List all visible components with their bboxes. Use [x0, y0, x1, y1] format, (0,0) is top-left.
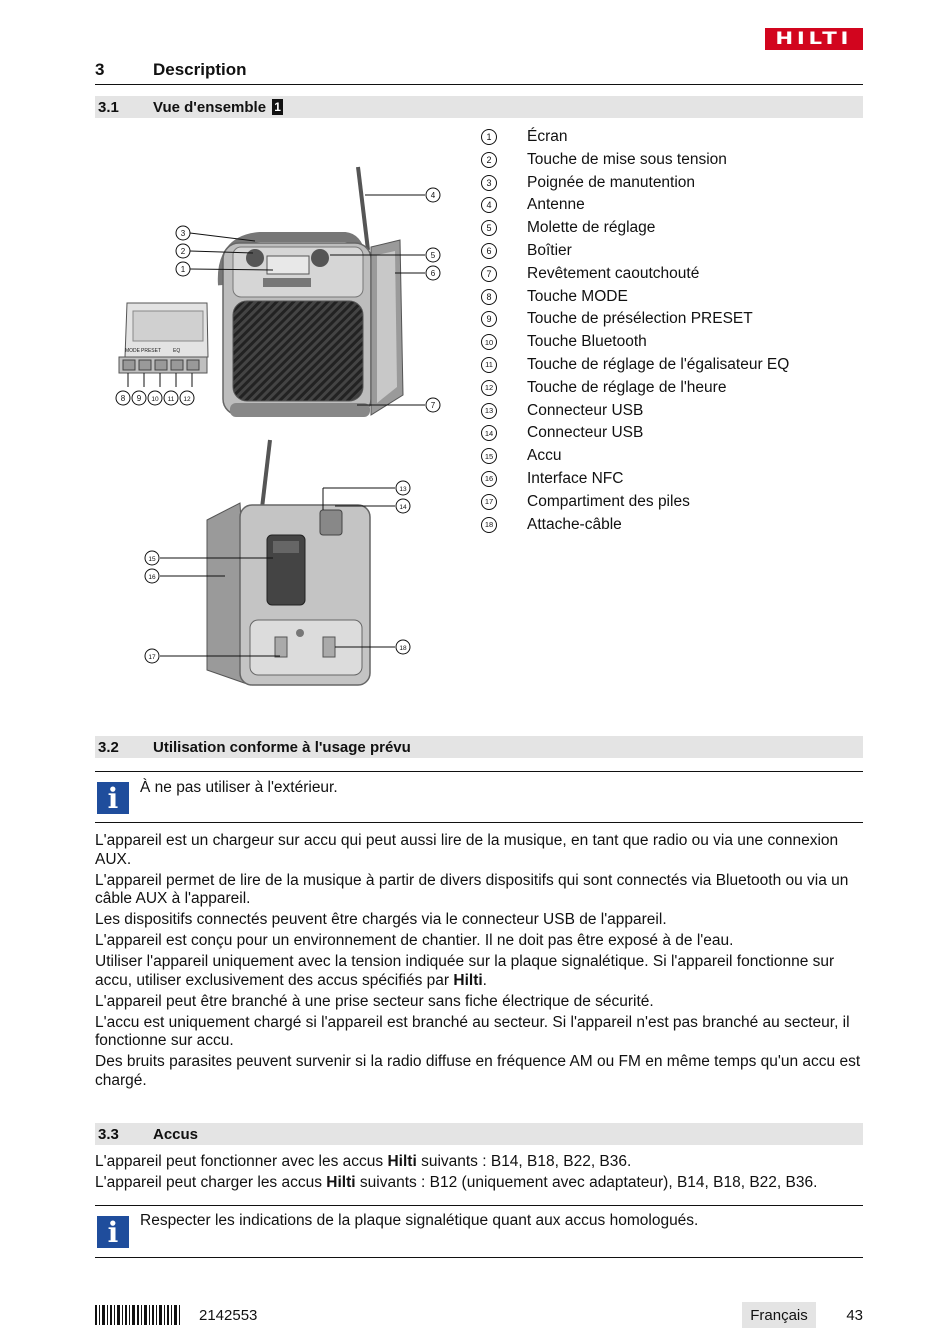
panel-label-eq: EQ: [173, 348, 181, 354]
legend-item: [480, 127, 870, 150]
section-heading-3-1: [95, 96, 863, 118]
legend-text: Touche de réglage de l'heure: [527, 378, 727, 396]
paragraph: L'accu est uniquement chargé si l'appareil est branché au secteur. Si l'appareil n'est pas branché au secteur, il fonctionne sur accu.: [95, 1013, 850, 1049]
legend-text: Touche de réglage de l'égalisateur EQ: [527, 355, 790, 373]
legend-text: Accu: [527, 447, 562, 465]
svg-text:15: 15: [148, 556, 156, 563]
section-title-text: Vue d'ensemble: [153, 99, 267, 116]
legend-number: 10: [481, 334, 497, 350]
chapter-heading: [95, 60, 863, 85]
chapter-number: 3: [95, 60, 105, 79]
svg-text:10: 10: [151, 396, 159, 403]
svg-text:8: 8: [120, 394, 126, 403]
legend-item: [480, 492, 870, 515]
legend-item: [480, 150, 870, 173]
paragraph: [95, 1174, 865, 1193]
section-3-3-body: [95, 1153, 865, 1195]
info-note-outdoor: [95, 771, 863, 823]
legend-item: [480, 309, 870, 332]
section-title: Utilisation conforme à l'usage prévu: [153, 739, 411, 756]
text-run: suivants : B12 (uniquement avec adaptateur), B14, B18, B22, B36.: [355, 1174, 818, 1191]
section-number: 3.2: [98, 739, 119, 756]
text-run: L'appareil peut charger les accus: [95, 1174, 327, 1191]
svg-text:7: 7: [430, 401, 436, 410]
legend-item: [480, 195, 870, 218]
info-icon: i: [97, 782, 129, 814]
svg-text:6: 6: [430, 269, 436, 278]
section-3-2-body: [95, 832, 865, 1093]
legend-item: [480, 469, 870, 492]
info-icon: i: [97, 1216, 129, 1248]
figure-legend: [480, 127, 870, 537]
paragraph: [95, 1153, 865, 1172]
legend-text: Boîtier: [527, 241, 572, 259]
section-number: 3.3: [98, 1126, 119, 1143]
legend-number: 2: [481, 152, 497, 168]
legend-item: [480, 264, 870, 287]
legend-number: 3: [481, 175, 497, 191]
paragraph: Les dispositifs connectés peuvent être chargés via le connecteur USB de l'appareil.: [95, 911, 667, 928]
paragraph: Des bruits parasites peuvent survenir si la radio diffuse en fréquence AM ou FM en même temps qu'un accu est chargé.: [95, 1053, 861, 1089]
svg-text:1: 1: [180, 265, 186, 274]
legend-text: Revêtement caoutchouté: [527, 264, 700, 282]
panel-label-preset: PRESET: [141, 348, 162, 354]
radio-front-view: [223, 167, 403, 417]
page-footer: [95, 1305, 863, 1327]
paragraph: L'appareil est un chargeur sur accu qui peut aussi lire de la musique, en tant que radio ou via une connexion AUX.: [95, 832, 839, 868]
paragraph: [95, 953, 865, 990]
legend-number: 15: [481, 448, 497, 464]
language-label: Français: [742, 1302, 816, 1328]
legend-item: [480, 355, 870, 378]
svg-text:12: 12: [183, 396, 191, 403]
legend-text: Compartiment des piles: [527, 492, 690, 510]
logo-text: HILTI: [775, 29, 853, 49]
info-note-text: Respecter les indications de la plaque signalétique quant aux accus homologués.: [140, 1212, 699, 1229]
text-run: .: [482, 971, 487, 989]
svg-text:2: 2: [180, 247, 186, 256]
legend-item: [480, 218, 870, 241]
legend-number: 4: [481, 197, 497, 213]
legend-number: 13: [481, 403, 497, 419]
legend-text: Connecteur USB: [527, 424, 644, 442]
svg-text:16: 16: [148, 574, 156, 581]
legend-number: 8: [481, 289, 497, 305]
info-note-batteries: [95, 1205, 863, 1258]
legend-text: Touche de mise sous tension: [527, 150, 727, 168]
svg-text:18: 18: [399, 645, 407, 652]
legend-text: Touche de présélection PRESET: [527, 310, 753, 328]
legend-number: 17: [481, 494, 497, 510]
barcode-icon: [95, 1305, 180, 1325]
legend-text: Attache-câble: [527, 515, 622, 533]
legend-number: 6: [481, 243, 497, 259]
section-title: [153, 99, 283, 116]
text-run: suivants : B14, B18, B22, B36.: [416, 1153, 632, 1170]
brand-name: Hilti: [453, 971, 483, 989]
section-heading-3-3: [95, 1123, 863, 1145]
svg-text:3: 3: [180, 229, 186, 238]
svg-text:4: 4: [430, 191, 436, 200]
paragraph: L'appareil peut être branché à une prise secteur sans fiche électrique de sécurité.: [95, 992, 654, 1010]
legend-number: 16: [481, 471, 497, 487]
legend-number: 1: [481, 129, 497, 145]
legend-text: Molette de réglage: [527, 219, 656, 237]
legend-number: 9: [481, 311, 497, 327]
svg-text:9: 9: [136, 394, 142, 403]
legend-item: [480, 515, 870, 538]
legend-number: 7: [481, 266, 497, 282]
text-run: Utiliser l'appareil uniquement avec la tension indiquée sur la plaque signalétique. Si l'appareil fonctionne sur accu, utiliser exclusivement des accus spécifiés par: [95, 953, 835, 989]
control-panel-inset: [119, 303, 208, 373]
legend-item: [480, 423, 870, 446]
section-heading-3-2: [95, 736, 863, 758]
text-run: L'appareil peut fonctionner avec les accus: [95, 1153, 388, 1170]
paragraph: L'appareil est conçu pour un environnement de chantier. Il ne doit pas être exposé à de l'eau.: [95, 932, 734, 949]
legend-item: [480, 401, 870, 424]
legend-number: 12: [481, 380, 497, 396]
legend-text: Antenne: [527, 196, 585, 214]
legend-text: Touche Bluetooth: [527, 333, 647, 351]
section-number: 3.1: [98, 99, 119, 116]
legend-text: Écran: [527, 128, 568, 145]
legend-item: [480, 241, 870, 264]
document-number: 2142553: [199, 1307, 258, 1324]
legend-number: 14: [481, 425, 497, 441]
legend-text: Touche MODE: [527, 287, 628, 305]
figure-reference: 1: [274, 100, 281, 114]
svg-text:5: 5: [430, 251, 436, 260]
svg-text:14: 14: [399, 504, 407, 511]
legend-item: [480, 332, 870, 355]
hilti-logo: [765, 28, 863, 50]
legend-item: [480, 446, 870, 469]
paragraph: L'appareil permet de lire de la musique à partir de divers dispositifs qui sont connectés via Bluetooth ou via un câble AUX à l'appareil.: [95, 871, 849, 907]
legend-text: Poignée de manutention: [527, 173, 696, 191]
legend-item: [480, 287, 870, 310]
panel-label-mode: MODE: [125, 348, 140, 354]
brand-name: Hilti: [326, 1174, 356, 1191]
svg-text:11: 11: [167, 396, 175, 403]
section-title: Accus: [153, 1126, 199, 1143]
legend-item: [480, 378, 870, 401]
legend-number: 5: [481, 220, 497, 236]
legend-text: Interface NFC: [527, 469, 624, 487]
svg-text:17: 17: [148, 654, 156, 661]
brand-name: Hilti: [387, 1153, 417, 1170]
svg-text:13: 13: [399, 486, 407, 493]
device-illustration: [95, 125, 465, 720]
info-note-text: À ne pas utiliser à l'extérieur.: [140, 779, 338, 796]
page-number: 43: [846, 1307, 863, 1324]
radio-back-view: [207, 440, 370, 685]
legend-text: Connecteur USB: [527, 401, 644, 419]
legend-number: 18: [481, 517, 497, 533]
legend-item: [480, 173, 870, 196]
legend-number: 11: [481, 357, 497, 373]
chapter-title: Description: [153, 60, 247, 79]
